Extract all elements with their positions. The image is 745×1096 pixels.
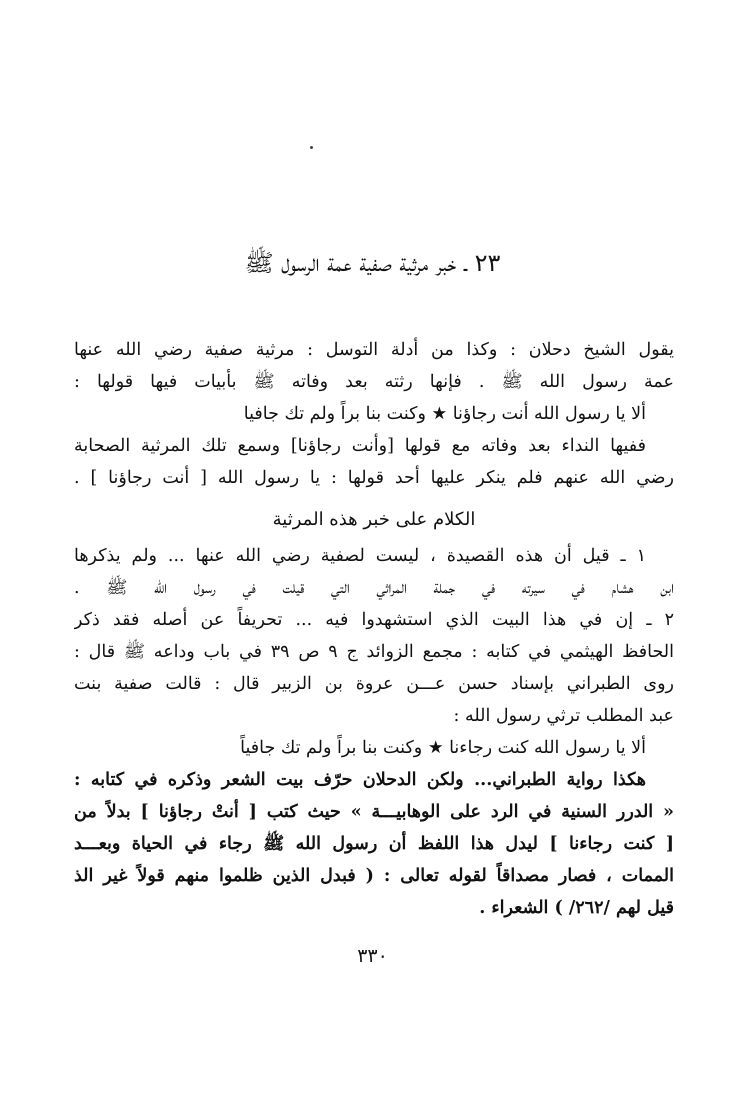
discussion-passage	[74, 500, 674, 924]
poem-verse: ألا يا رسول الله أنت رجاؤنا ★ وكنت بنا براً ولم تك جافيا	[243, 404, 646, 424]
ink-speck	[310, 146, 313, 149]
text-line: ابن هشام في سيرته في جملة المراثي التي قيلت في رسول الله ﷺ .	[74, 578, 674, 598]
poem-verse: ألا يا رسول الله كنت رجاءنا ★ وكنت بنا براً ولم تك جافياً	[240, 738, 646, 758]
text-line: عمة رسول الله ﷺ . فإنها رثته بعد وفاته ﷺ بأبيات فيها قولها :	[74, 372, 674, 392]
text-line: الممات ، فصار مصداقاً لقوله تعالى : ( فبدل الذين ظلموا منهم قولاً غير الذ	[74, 866, 674, 886]
text-line: يقول الشيخ دحلان : وكذا من أدلة التوسل : مرثية صفية رضي الله عنها	[74, 340, 674, 360]
text-line: ١ ـ قيل أن هذه القصيدة ، ليست لصفية رضي الله عنها ... ولم يذكرها	[74, 546, 646, 566]
text-line: هكذا رواية الطبراني... ولكن الدحلان حرّف بيت الشعر وذكره في كتابه :	[74, 770, 646, 790]
section-heading: ٢٣ ـ خبر مرثية صفية عمة الرسول ﷺ	[244, 249, 501, 277]
text-line: عبد المطلب ترثي رسول الله :	[453, 706, 674, 726]
page-number: ٣٣٠	[357, 945, 388, 967]
subsection-heading: الكلام على خبر هذه المرثية	[272, 509, 476, 530]
intro-passage	[74, 334, 674, 494]
text-line: « الدرر السنية في الرد على الوهابيـــة » حيث كتب [ أنتْ رجاؤنا ] بدلاً من	[74, 802, 674, 822]
text-line: ففيها النداء بعد وفاته مع قولها [وأنت رجاؤنا] وسمع تلك المرثية الصحابة	[74, 436, 646, 456]
text-line: [ كنت رجاءنا ] ليدل هذا اللفظ أن رسول الله ﷺ رجاء في الحياة وبعـــد	[74, 834, 674, 854]
text-line: رضي الله عنهم فلم ينكر عليها أحد قولها : يا رسول الله [ أنت رجاؤنا ] .	[74, 468, 674, 488]
text-line: روى الطبراني بإسناد حسن عـــن عروة بن الزبير قال : قالت صفية بنت	[74, 674, 674, 694]
text-line: ٢ ـ إن في هذا البيت الذي استشهدوا فيه ... تحريفاً عن أصله فقد ذكر	[74, 610, 674, 630]
text-line: قيل لهم /٢٦٢/ ) الشعراء .	[479, 898, 674, 918]
text-line: الحافظ الهيثمي في كتابه : مجمع الزوائد ج ٩ ص ٣٩ في باب وداعه ﷺ قال :	[74, 642, 674, 662]
